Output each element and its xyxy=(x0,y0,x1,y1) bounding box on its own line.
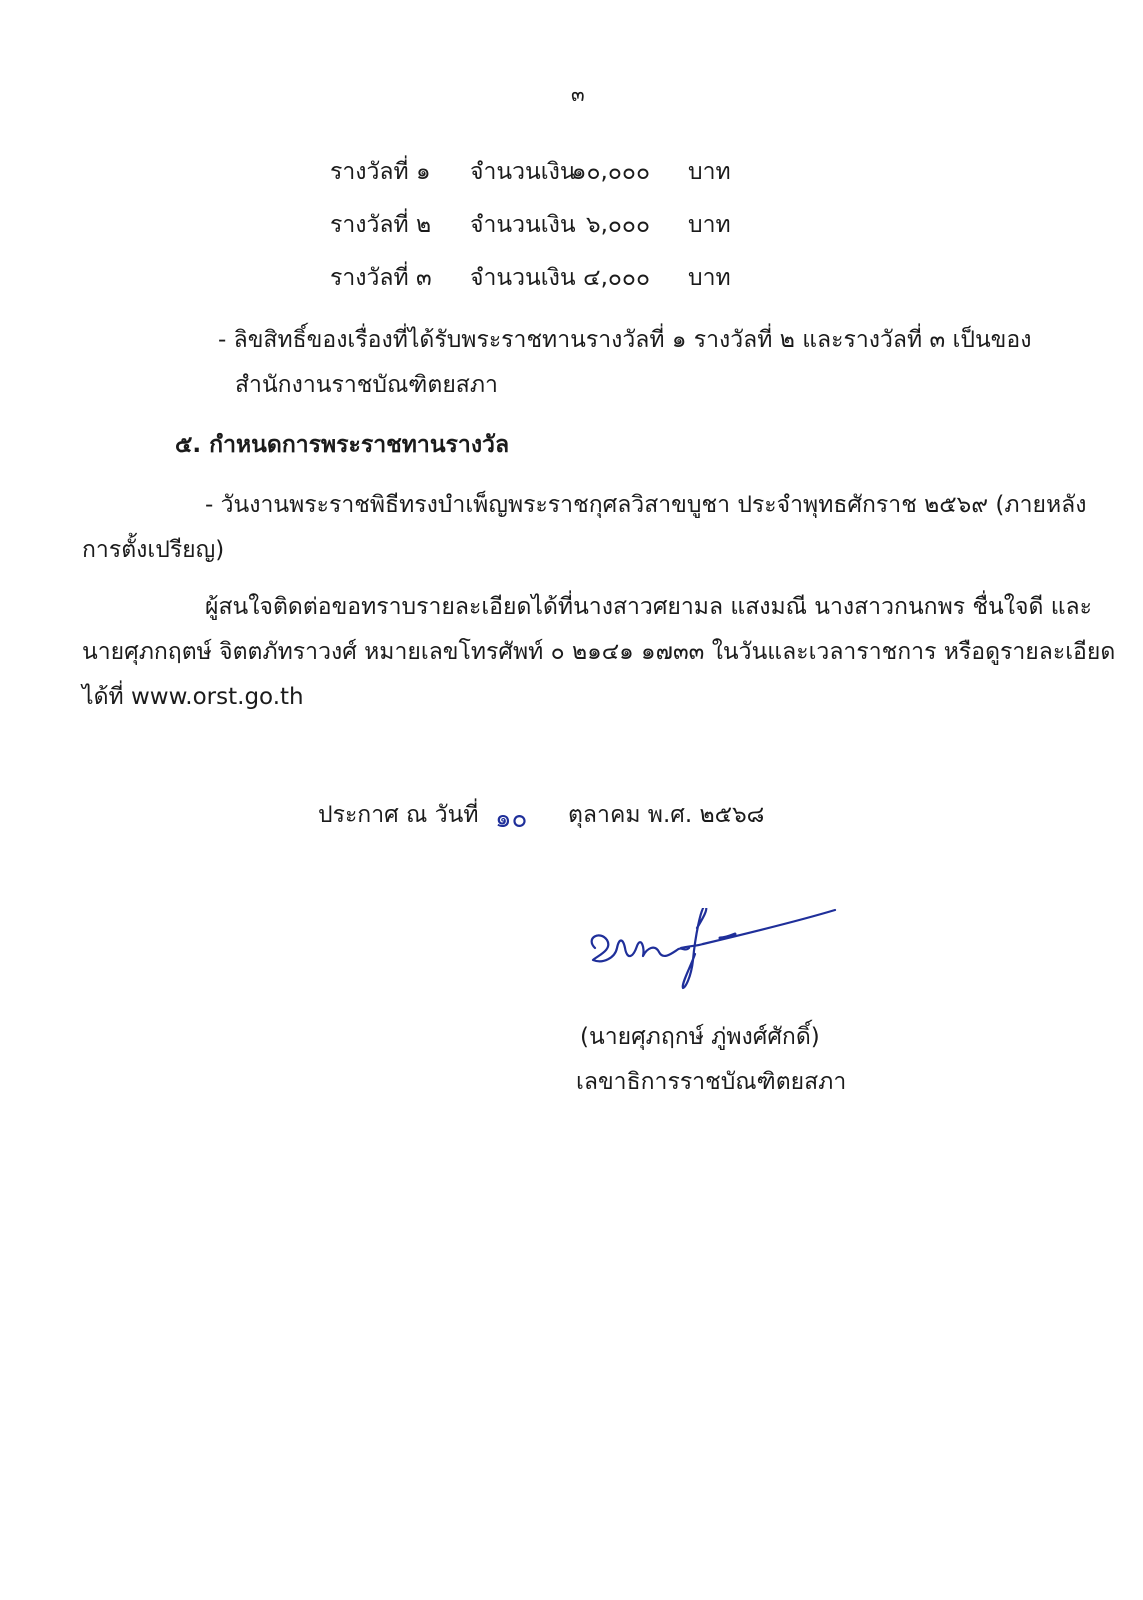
prize-amount-label: จำนวนเงิน xyxy=(470,265,576,291)
section-heading: ๕. กำหนดการพระราชทานรางวัล xyxy=(175,432,510,458)
schedule-item-line: การตั้งเปรียญ) xyxy=(82,537,225,563)
schedule-item-line: - วันงานพระราชพิธีทรงบำเพ็ญพระราชกุศลวิสาขบูชา ประจำพุทธศักราช ๒๕๖๙ (ภายหลัง xyxy=(205,492,1087,518)
signatory-name: (นายศุภฤกษ์ ภู่พงศ์ศักดิ์) xyxy=(580,1024,820,1050)
copyright-note-line: - ลิขสิทธิ์ของเรื่องที่ได้รับพระราชทานรางวัลที่ ๑ รางวัลที่ ๒ และรางวัลที่ ๓ เป็นของ xyxy=(218,327,1032,353)
prize-label: รางวัลที่ ๒ xyxy=(330,212,432,238)
prize-unit: บาท xyxy=(688,212,731,238)
prize-amount-label: จำนวนเงิน xyxy=(470,212,576,238)
contact-line: นายศุภกฤตษ์ จิตตภัทราวงศ์ หมายเลขโทรศัพท์ ๐ ๒๑๔๑ ๑๗๓๓ ในวันและเวลาราชการ หรือดูรายละเอียด xyxy=(82,639,1116,665)
prize-row xyxy=(330,263,750,295)
prize-row xyxy=(330,157,750,189)
prize-label: รางวัลที่ ๓ xyxy=(330,265,432,291)
announcement-month-year: ตุลาคม พ.ศ. ๒๕๖๘ xyxy=(568,802,765,828)
prize-amount: ๔,๐๐๐ xyxy=(583,265,650,291)
prize-amount: ๑๐,๐๐๐ xyxy=(571,159,650,185)
announcement-prefix: ประกาศ ณ วันที่ xyxy=(318,802,479,828)
prize-amount-label: จำนวนเงิน xyxy=(470,159,576,185)
handwritten-signature xyxy=(585,908,855,1008)
contact-line: ผู้สนใจติดต่อขอทราบรายละเอียดได้ที่นางสาวศยามล แสงมณี นางสาวกนกพร ชื่นใจดี และ xyxy=(205,594,1092,620)
prize-unit: บาท xyxy=(688,265,731,291)
prize-unit: บาท xyxy=(688,159,731,185)
prize-label: รางวัลที่ ๑ xyxy=(330,159,431,185)
contact-line: ได้ที่ www.orst.go.th xyxy=(82,684,304,710)
prize-row xyxy=(330,210,750,242)
copyright-note-line: สำนักงานราชบัณฑิตยสภา xyxy=(235,372,498,398)
prize-amount: ๖,๐๐๐ xyxy=(585,212,650,238)
announcement-day: ๑๐ xyxy=(495,804,528,834)
page-number: ๓ xyxy=(571,82,585,106)
signatory-title: เลขาธิการราชบัณฑิตยสภา xyxy=(576,1069,847,1095)
